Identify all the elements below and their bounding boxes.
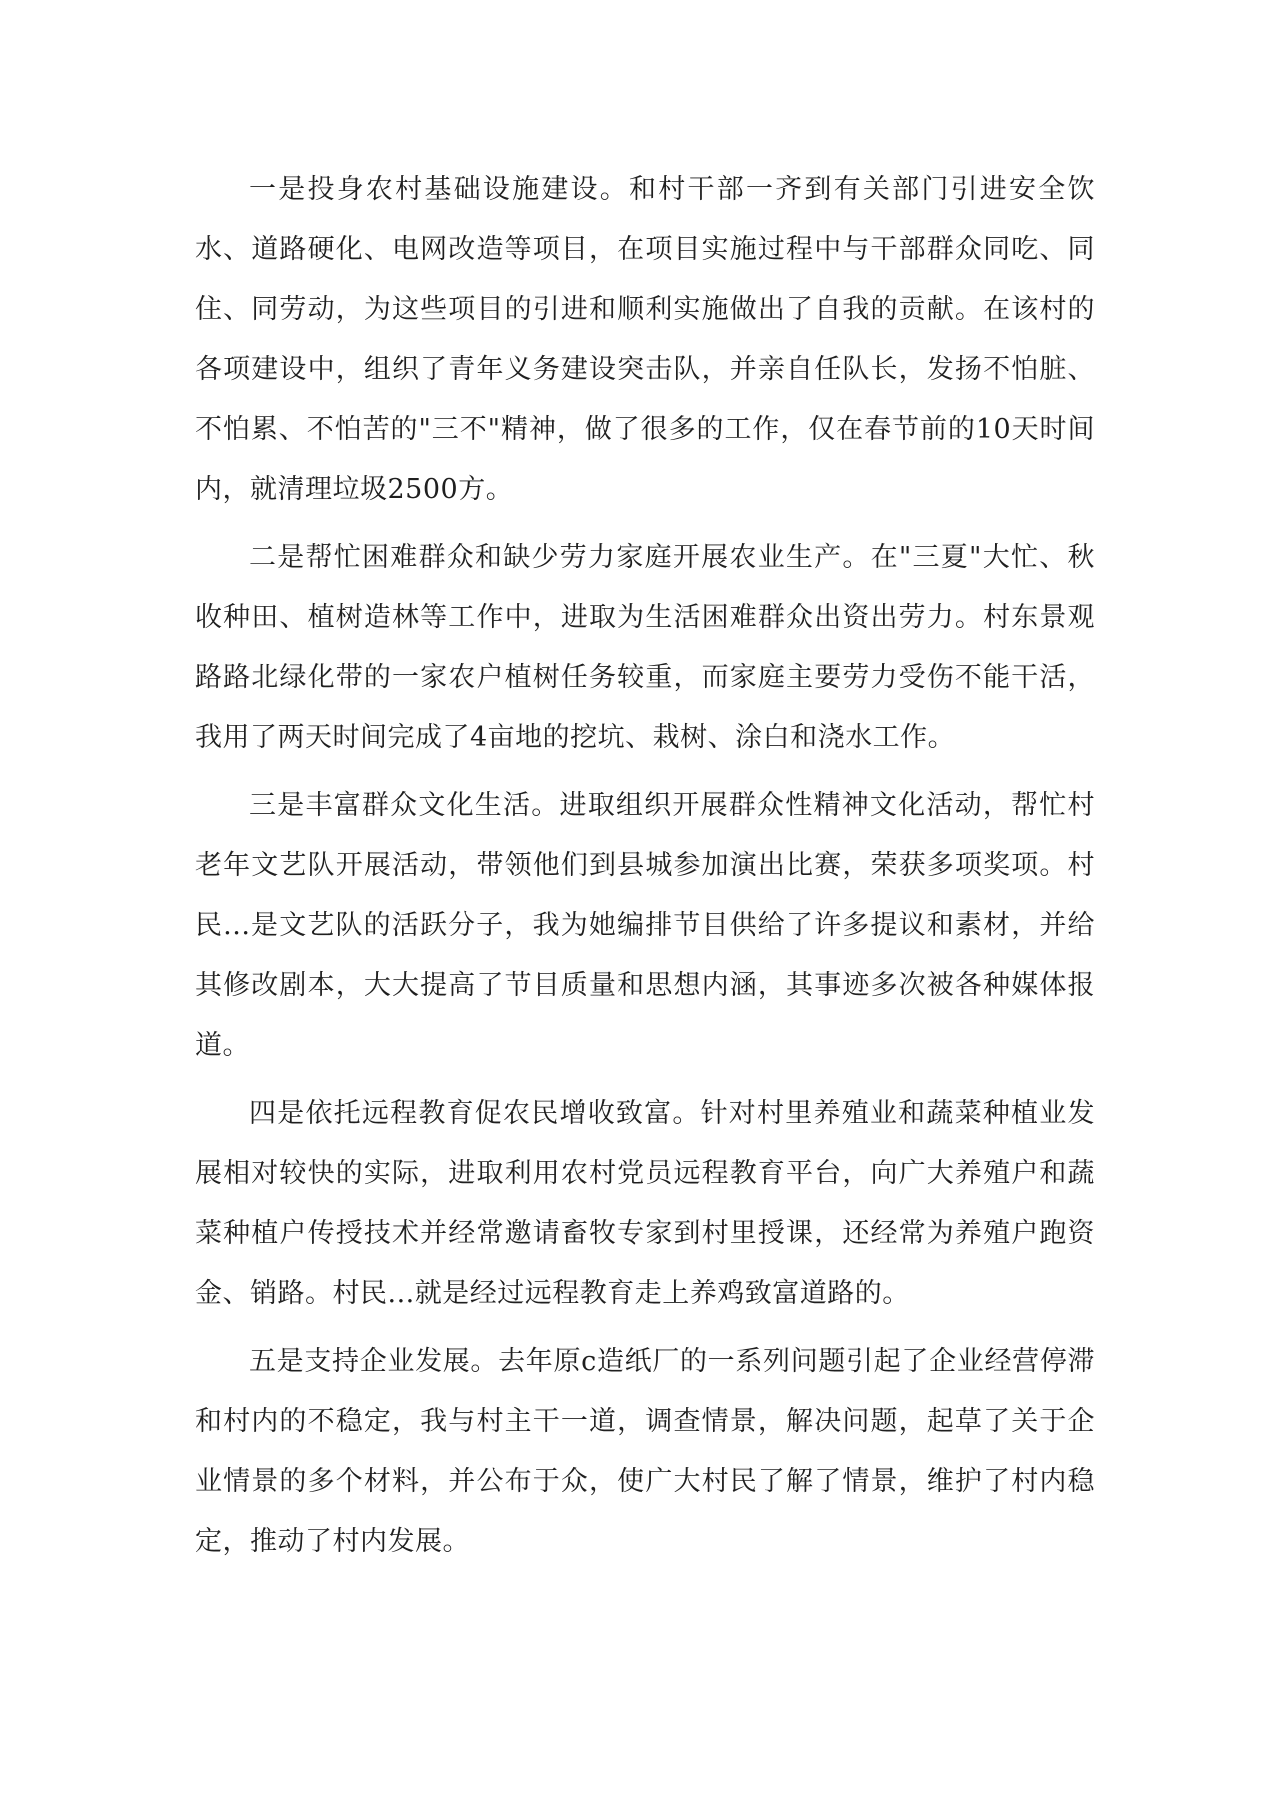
paragraph-2: 二是帮忙困难群众和缺少劳力家庭开展农业生产。在"三夏"大忙、秋收种田、植树造林等工作中，进取为生活困难群众出资出劳力。村东景观路路北绿化带的一家农户植树任务较重，而家庭主要劳力受伤不能干活，我用了两天时间完成了4亩地的挖坑、栽树、涂白和浇水工作。 [195, 542, 1095, 753]
paragraph-1: 一是投身农村基础设施建设。和村干部一齐到有关部门引进安全饮水、道路硬化、电网改造等项目，在项目实施过程中与干部群众同吃、同住、同劳动，为这些项目的引进和顺利实施做出了自我的贡献。在该村的各项建设中，组织了青年义务建设突击队，并亲自任队长，发扬不怕脏、不怕累、不怕苦的"三不"精神，做了很多的工作，仅在春节前的10天时间内，就清理垃圾2500方。 [195, 174, 1095, 505]
paragraph-3: 三是丰富群众文化生活。进取组织开展群众性精神文化活动，帮忙村老年文艺队开展活动，带领他们到县城参加演出比赛，荣获多项奖项。村民...是文艺队的活跃分子，我为她编排节目供给了许多提议和素材，并给其修改剧本，大大提高了节目质量和思想内涵，其事迹多次被各种媒体报道。 [195, 790, 1095, 1061]
paragraph-4: 四是依托远程教育促农民增收致富。针对村里养殖业和蔬菜种植业发展相对较快的实际，进取利用农村党员远程教育平台，向广大养殖户和蔬菜种植户传授技术并经常邀请畜牧专家到村里授课，还经常为养殖户跑资金、销路。村民...就是经过远程教育走上养鸡致富道路的。 [195, 1098, 1095, 1309]
paragraph-5: 五是支持企业发展。去年原c造纸厂的一系列问题引起了企业经营停滞和村内的不稳定，我与村主干一道，调查情景，解决问题，起草了关于企业情景的多个材料，并公布于众，使广大村民了解了情景，维护了村内稳定，推动了村内发展。 [195, 1346, 1095, 1557]
document-body [195, 160, 1095, 1580]
